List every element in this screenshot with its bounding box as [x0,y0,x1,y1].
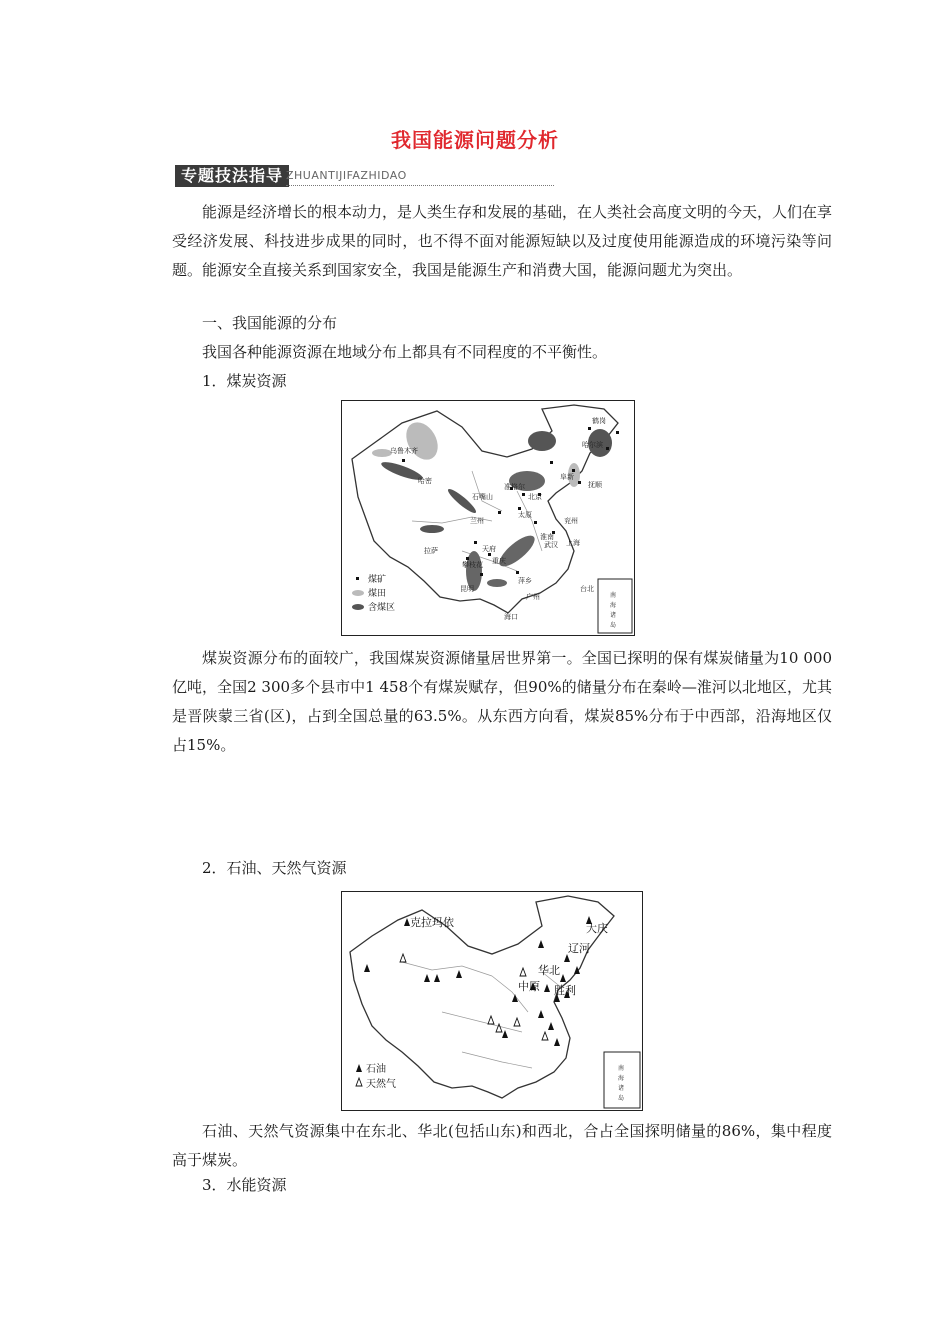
coal-map-graphic [342,401,634,635]
svg-text:太原: 太原 [518,511,532,519]
svg-text:哈尔滨: 哈尔滨 [582,441,603,449]
legend-gas: 天然气 [366,1079,396,1090]
svg-text:海: 海 [610,602,617,609]
section-banner [175,165,555,189]
place-daqing: 大庆 [586,922,608,935]
svg-text:海口: 海口 [504,613,518,621]
svg-text:昆明: 昆明 [460,585,474,593]
legend-coal-mine: 煤矿 [368,575,387,585]
svg-text:南: 南 [618,1065,625,1072]
svg-text:重庆: 重庆 [492,557,506,565]
svg-text:兖州: 兖州 [564,517,578,525]
oil-paragraph: 石油、天然气资源集中在东北、华北(包括山东)和西北，合占全国探明储量的86%，集中程度高于煤炭。 [172,1122,832,1169]
svg-text:攀枝花: 攀枝花 [462,561,483,569]
svg-text:岛: 岛 [610,622,617,629]
svg-text:兰州: 兰州 [470,517,484,525]
item-heading-coal: 1．煤炭资源 [202,372,287,390]
svg-text:天府: 天府 [482,545,496,553]
svg-text:北京: 北京 [528,493,542,501]
banner-subtitle: ZHUANTIJIFAZHIDAO [286,169,407,182]
legend-oil: 石油 [366,1064,386,1075]
item-heading-oil: 2．石油、天然气资源 [202,859,347,877]
legend-coal-area: 含煤区 [368,603,396,613]
oil-gas-map [341,891,643,1111]
svg-text:诸: 诸 [610,612,617,619]
intro-paragraph: 能源是经济增长的根本动力，是人类生存和发展的基础，在人类社会高度文明的今天，人们在享受经济发展、科技进步成果的同时，也不得不面对能源短缺以及过度使用能源造成的环境污染等问题。能源安全直接关系到国家安全，我国是能源生产和消费大国，能源问题尤为突出。 [172,203,833,279]
svg-text:台北: 台北 [580,585,594,593]
place-zhongyuan: 中原 [518,980,540,993]
item-heading-hydro: 3．水能资源 [202,1176,287,1194]
svg-text:上海: 上海 [566,539,580,547]
svg-text:南: 南 [610,592,617,599]
place-karamay: 克拉玛依 [410,916,454,929]
place-huabei: 华北 [538,964,560,977]
svg-text:拉萨: 拉萨 [424,547,438,555]
svg-text:哈密: 哈密 [418,477,432,485]
section-text: 我国各种能源资源在地域分布上都具有不同程度的不平衡性。 [202,343,608,361]
svg-text:萍乡: 萍乡 [518,577,532,585]
svg-text:阜新: 阜新 [560,473,574,481]
coal-map [341,400,635,636]
oil-gas-map-graphic [342,892,642,1110]
svg-text:鹤岗: 鹤岗 [592,417,606,425]
place-liaohe: 辽河 [568,942,590,955]
legend-coal-field: 煤田 [368,589,387,599]
svg-text:广州: 广州 [526,593,540,601]
svg-text:乌鲁木齐: 乌鲁木齐 [390,447,418,455]
banner-label: 专题技法指导 [175,165,289,187]
page-title: 我国能源问题分析 [391,128,559,152]
svg-text:抚顺: 抚顺 [588,481,602,489]
svg-text:准格尔: 准格尔 [504,483,525,491]
banner-divider [286,185,554,186]
place-shengli: 胜利 [554,984,576,997]
coal-paragraph: 煤炭资源分布的面较广，我国煤炭资源储量居世界第一。全国已探明的保有煤炭储量为10 000亿吨，全国2 300多个县市中1 458个有煤炭赋存，但90%的储量分布在秦岭—淮河以北地区，尤其是晋陕蒙三省(区)，占到全国总量的63.5%。从东西方向看，煤炭85%分布于中西部，沿海地区仅占15%。 [172,649,832,754]
svg-text:武汉: 武汉 [544,541,558,549]
section-heading: 一、我国能源的分布 [202,314,338,332]
svg-text:诸: 诸 [618,1085,625,1092]
svg-text:石嘴山: 石嘴山 [472,493,493,501]
svg-text:淮南: 淮南 [540,533,554,541]
svg-text:海: 海 [618,1075,625,1082]
svg-text:岛: 岛 [618,1095,625,1102]
